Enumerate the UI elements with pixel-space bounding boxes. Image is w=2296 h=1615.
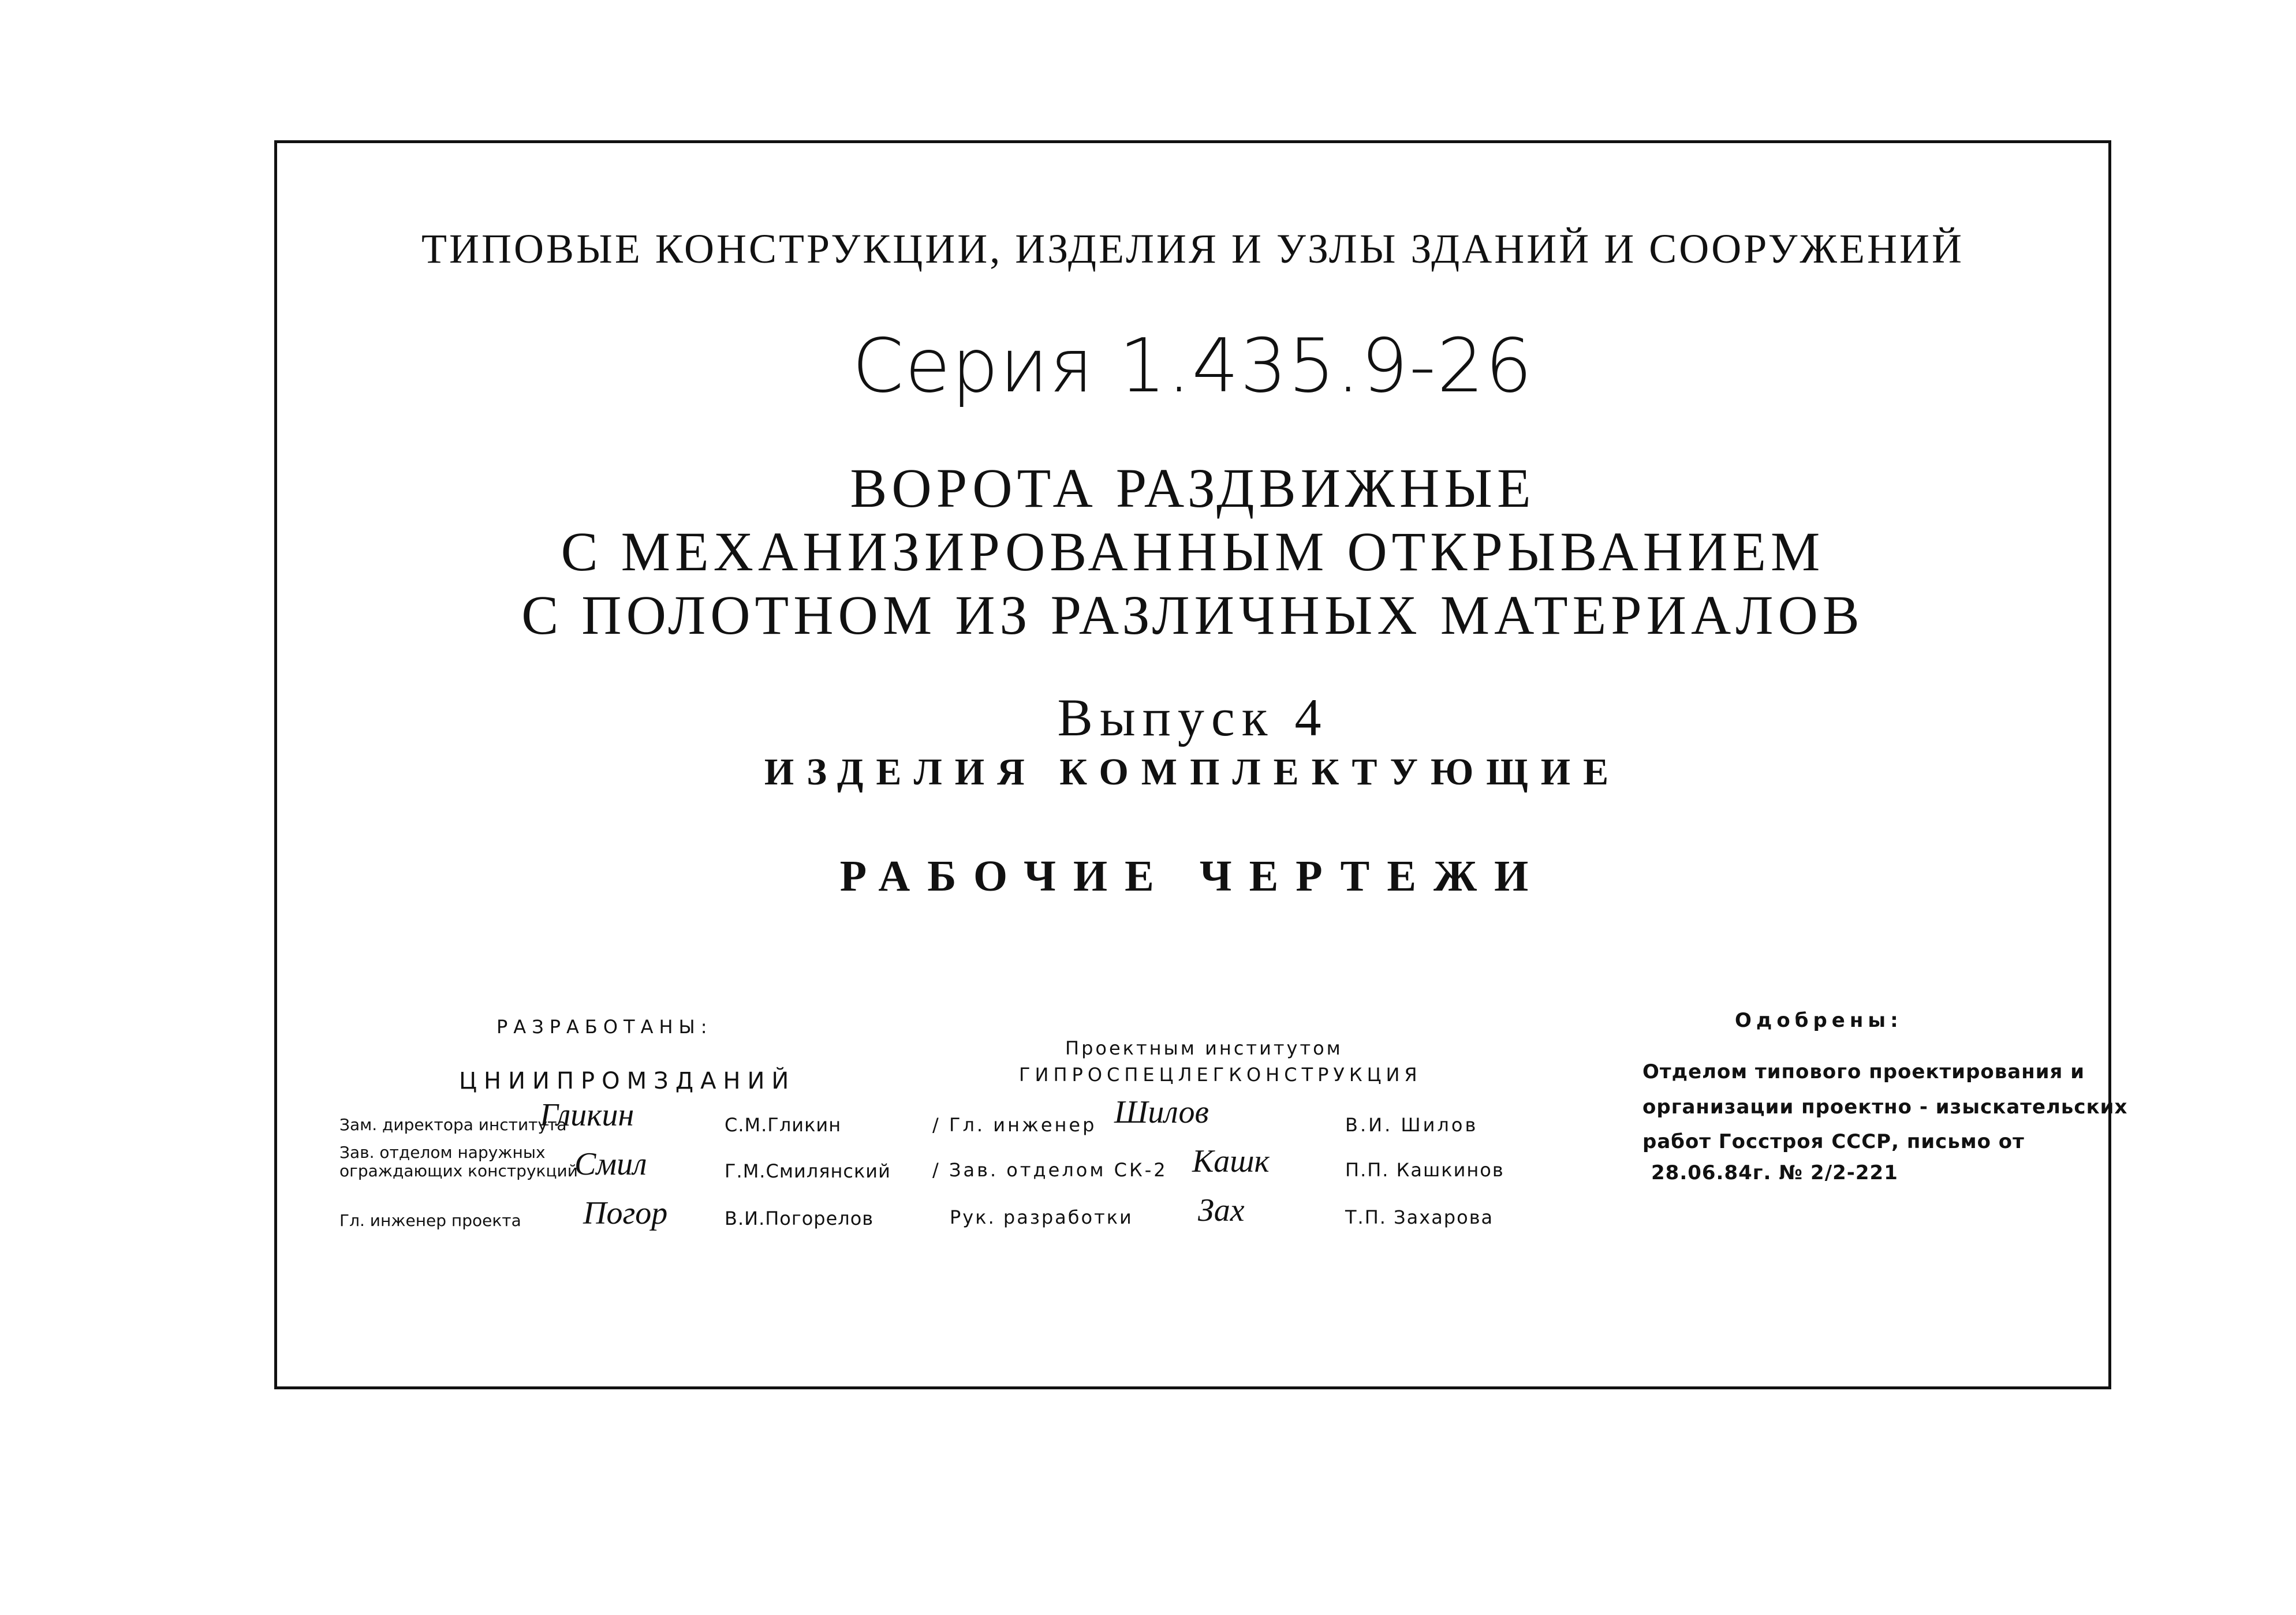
role-head-department-line2: ограждающих конструкций bbox=[339, 1161, 578, 1180]
signature-glikin: Гликин bbox=[540, 1097, 634, 1133]
role-chief-engineer: Гл. инженер проекта bbox=[339, 1211, 521, 1230]
signature-zakharova: Зах bbox=[1198, 1192, 1245, 1228]
document-type: РАБОЧИЕ ЧЕРТЕЖИ bbox=[839, 852, 1546, 900]
role-deputy-director: Зам. директора института bbox=[339, 1115, 567, 1134]
issue-subtitle: ИЗДЕЛИЯ КОМПЛЕКТУЮЩИЕ bbox=[764, 751, 1622, 793]
product-title-line-2: С МЕХАНИЗИРОВАННЫМ ОТКРЫВАНИЕМ bbox=[561, 521, 1825, 582]
approval-line-4: 28.06.84г. № 2/2-221 bbox=[1651, 1161, 1898, 1184]
design-institute-label: Проектным институтом bbox=[1065, 1037, 1343, 1059]
name-zakharova: Т.П. Захарова bbox=[1345, 1206, 1494, 1228]
name-pogorelov: В.И.Погорелов bbox=[725, 1207, 874, 1229]
signature-pogorelov: Погор bbox=[583, 1195, 668, 1231]
role-head-department-line1: Зав. отделом наружных bbox=[339, 1143, 546, 1162]
product-title-line-1: ВОРОТА РАЗДВИЖНЫЕ bbox=[850, 457, 1536, 519]
series-number: Серия 1.435.9-26 bbox=[852, 323, 1533, 409]
design-institute-name: ГИПРОСПЕЦЛЕГКОНСТРУКЦИЯ bbox=[1019, 1064, 1422, 1086]
name-kashkinov: П.П. Кашкинов bbox=[1345, 1159, 1504, 1181]
collection-title: ТИПОВЫЕ КОНСТРУКЦИИ, ИЗДЕЛИЯ И УЗЛЫ ЗДАНИЙ И СООРУЖЕНИЙ bbox=[421, 226, 1964, 272]
product-title-line-3: С ПОЛОТНОМ ИЗ РАЗЛИЧНЫХ МАТЕРИАЛОВ bbox=[521, 584, 1864, 646]
approval-line-2: организации проектно - изыскательских bbox=[1642, 1096, 2128, 1119]
signature-shilov: Шилов bbox=[1114, 1094, 1209, 1130]
role-chief-engineer-gipro: / Гл. инженер bbox=[932, 1114, 1097, 1136]
approval-label: Одобрены: bbox=[1735, 1009, 1903, 1032]
issue-number: Выпуск 4 bbox=[1057, 688, 1328, 747]
developers-label: РАЗРАБОТАНЫ: bbox=[496, 1016, 713, 1038]
approval-line-1: Отделом типового проектирования и bbox=[1642, 1060, 2085, 1083]
signature-smilyansky: Смил bbox=[574, 1146, 647, 1182]
name-glikin: С.М.Гликин bbox=[725, 1114, 842, 1136]
role-head-department-sk2: / Зав. отделом СК-2 bbox=[932, 1159, 1168, 1181]
name-shilov: В.И. Шилов bbox=[1345, 1114, 1479, 1136]
developer-institute: ЦНИИПРОМЗДАНИЙ bbox=[459, 1068, 796, 1094]
role-project-lead: Рук. разработки bbox=[950, 1206, 1133, 1228]
signature-kashkinov: Кашк bbox=[1192, 1143, 1270, 1179]
approval-line-3: работ Госстроя СССР, письмо от bbox=[1642, 1130, 2025, 1153]
name-smilyansky: Г.М.Смилянский bbox=[725, 1160, 891, 1182]
